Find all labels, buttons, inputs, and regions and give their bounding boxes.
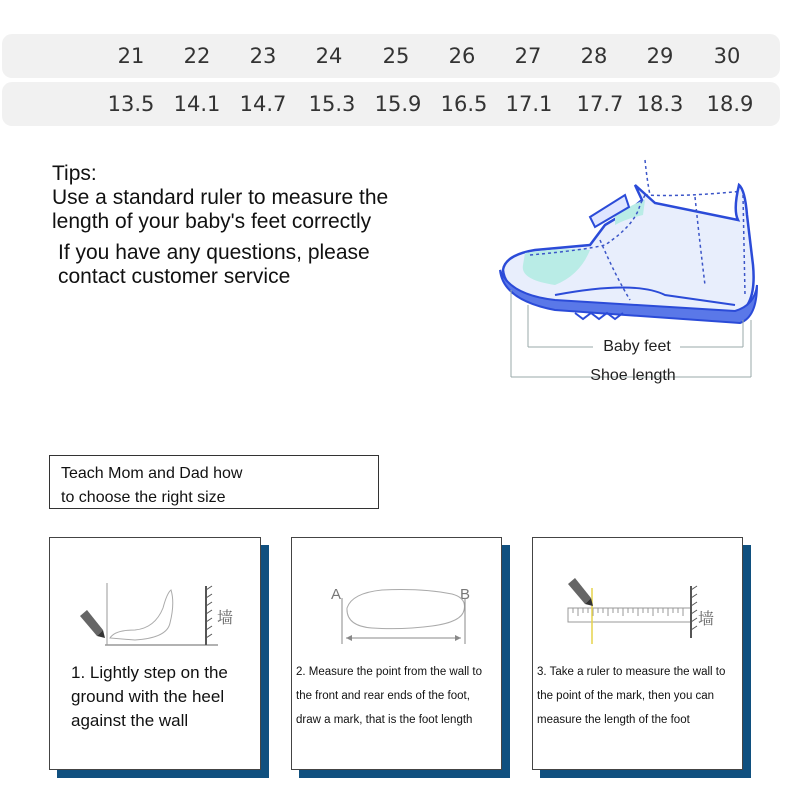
- length-cell: 18.9: [706, 92, 754, 116]
- pencil-icon: [80, 610, 105, 638]
- length-cell: 15.3: [308, 92, 356, 116]
- ruler-against-wall-illustration: [558, 578, 728, 650]
- length-cell: 18.3: [636, 92, 684, 116]
- length-cell: 13.5: [107, 92, 155, 116]
- step-text: the point of the mark, then you can: [537, 690, 715, 702]
- foot-outline-illustration: [322, 578, 482, 650]
- length-cell: 16.5: [440, 92, 488, 116]
- step-text: 3. Take a ruler to measure the wall to: [537, 666, 726, 678]
- step-card-3: [532, 537, 743, 770]
- size-cell: 23: [249, 44, 277, 68]
- step-text: draw a mark, that is the foot length: [296, 714, 473, 726]
- tips-line: Use a standard ruler to measure the: [52, 186, 389, 209]
- step-text: against the wall: [71, 711, 189, 730]
- length-cell: 17.7: [576, 92, 624, 116]
- foot-against-wall-illustration: [75, 578, 245, 650]
- wall-label: 墙: [217, 608, 234, 627]
- tips-title: Tips:: [52, 162, 97, 185]
- length-cell: 15.9: [374, 92, 422, 116]
- wall-label: 墙: [698, 609, 715, 628]
- length-row: [2, 82, 780, 126]
- tips-line: length of your baby's feet correctly: [52, 210, 372, 233]
- size-cell: 28: [580, 44, 608, 68]
- step-text: the front and rear ends of the foot,: [296, 690, 470, 702]
- tips-line: If you have any questions, please: [58, 241, 370, 264]
- size-cell: 22: [183, 44, 211, 68]
- step-text: 2. Measure the point from the wall to: [296, 666, 483, 678]
- tips-block: [52, 162, 388, 289]
- step-card-2: [291, 537, 502, 770]
- length-cell: 17.1: [505, 92, 553, 116]
- teach-box: [49, 455, 379, 509]
- shoe-diagram: [495, 155, 765, 390]
- size-cell: 24: [315, 44, 343, 68]
- step-card-1: [49, 537, 261, 770]
- pencil-icon: [568, 578, 593, 606]
- size-cell: 27: [514, 44, 542, 68]
- tips-line: contact customer service: [58, 265, 291, 288]
- teach-line: to choose the right size: [61, 489, 226, 506]
- teach-line: Teach Mom and Dad how: [61, 465, 243, 482]
- point-b-label: B: [460, 586, 471, 603]
- shoe-length-label: Shoe length: [590, 367, 676, 384]
- size-cell: 26: [448, 44, 476, 68]
- point-a-label: A: [331, 586, 342, 603]
- size-cell: 25: [382, 44, 410, 68]
- step-text: ground with the heel: [71, 687, 225, 706]
- length-cell: 14.1: [173, 92, 221, 116]
- shoe-illustration: [495, 155, 765, 390]
- size-cell: 21: [117, 44, 145, 68]
- size-cell: 29: [646, 44, 674, 68]
- step-text: measure the length of the foot: [537, 714, 690, 726]
- length-cell: 14.7: [239, 92, 287, 116]
- baby-feet-label: Baby feet: [603, 338, 671, 355]
- size-cell: 30: [713, 44, 741, 68]
- step-text: 1. Lightly step on the: [71, 663, 228, 682]
- size-row: [2, 34, 780, 78]
